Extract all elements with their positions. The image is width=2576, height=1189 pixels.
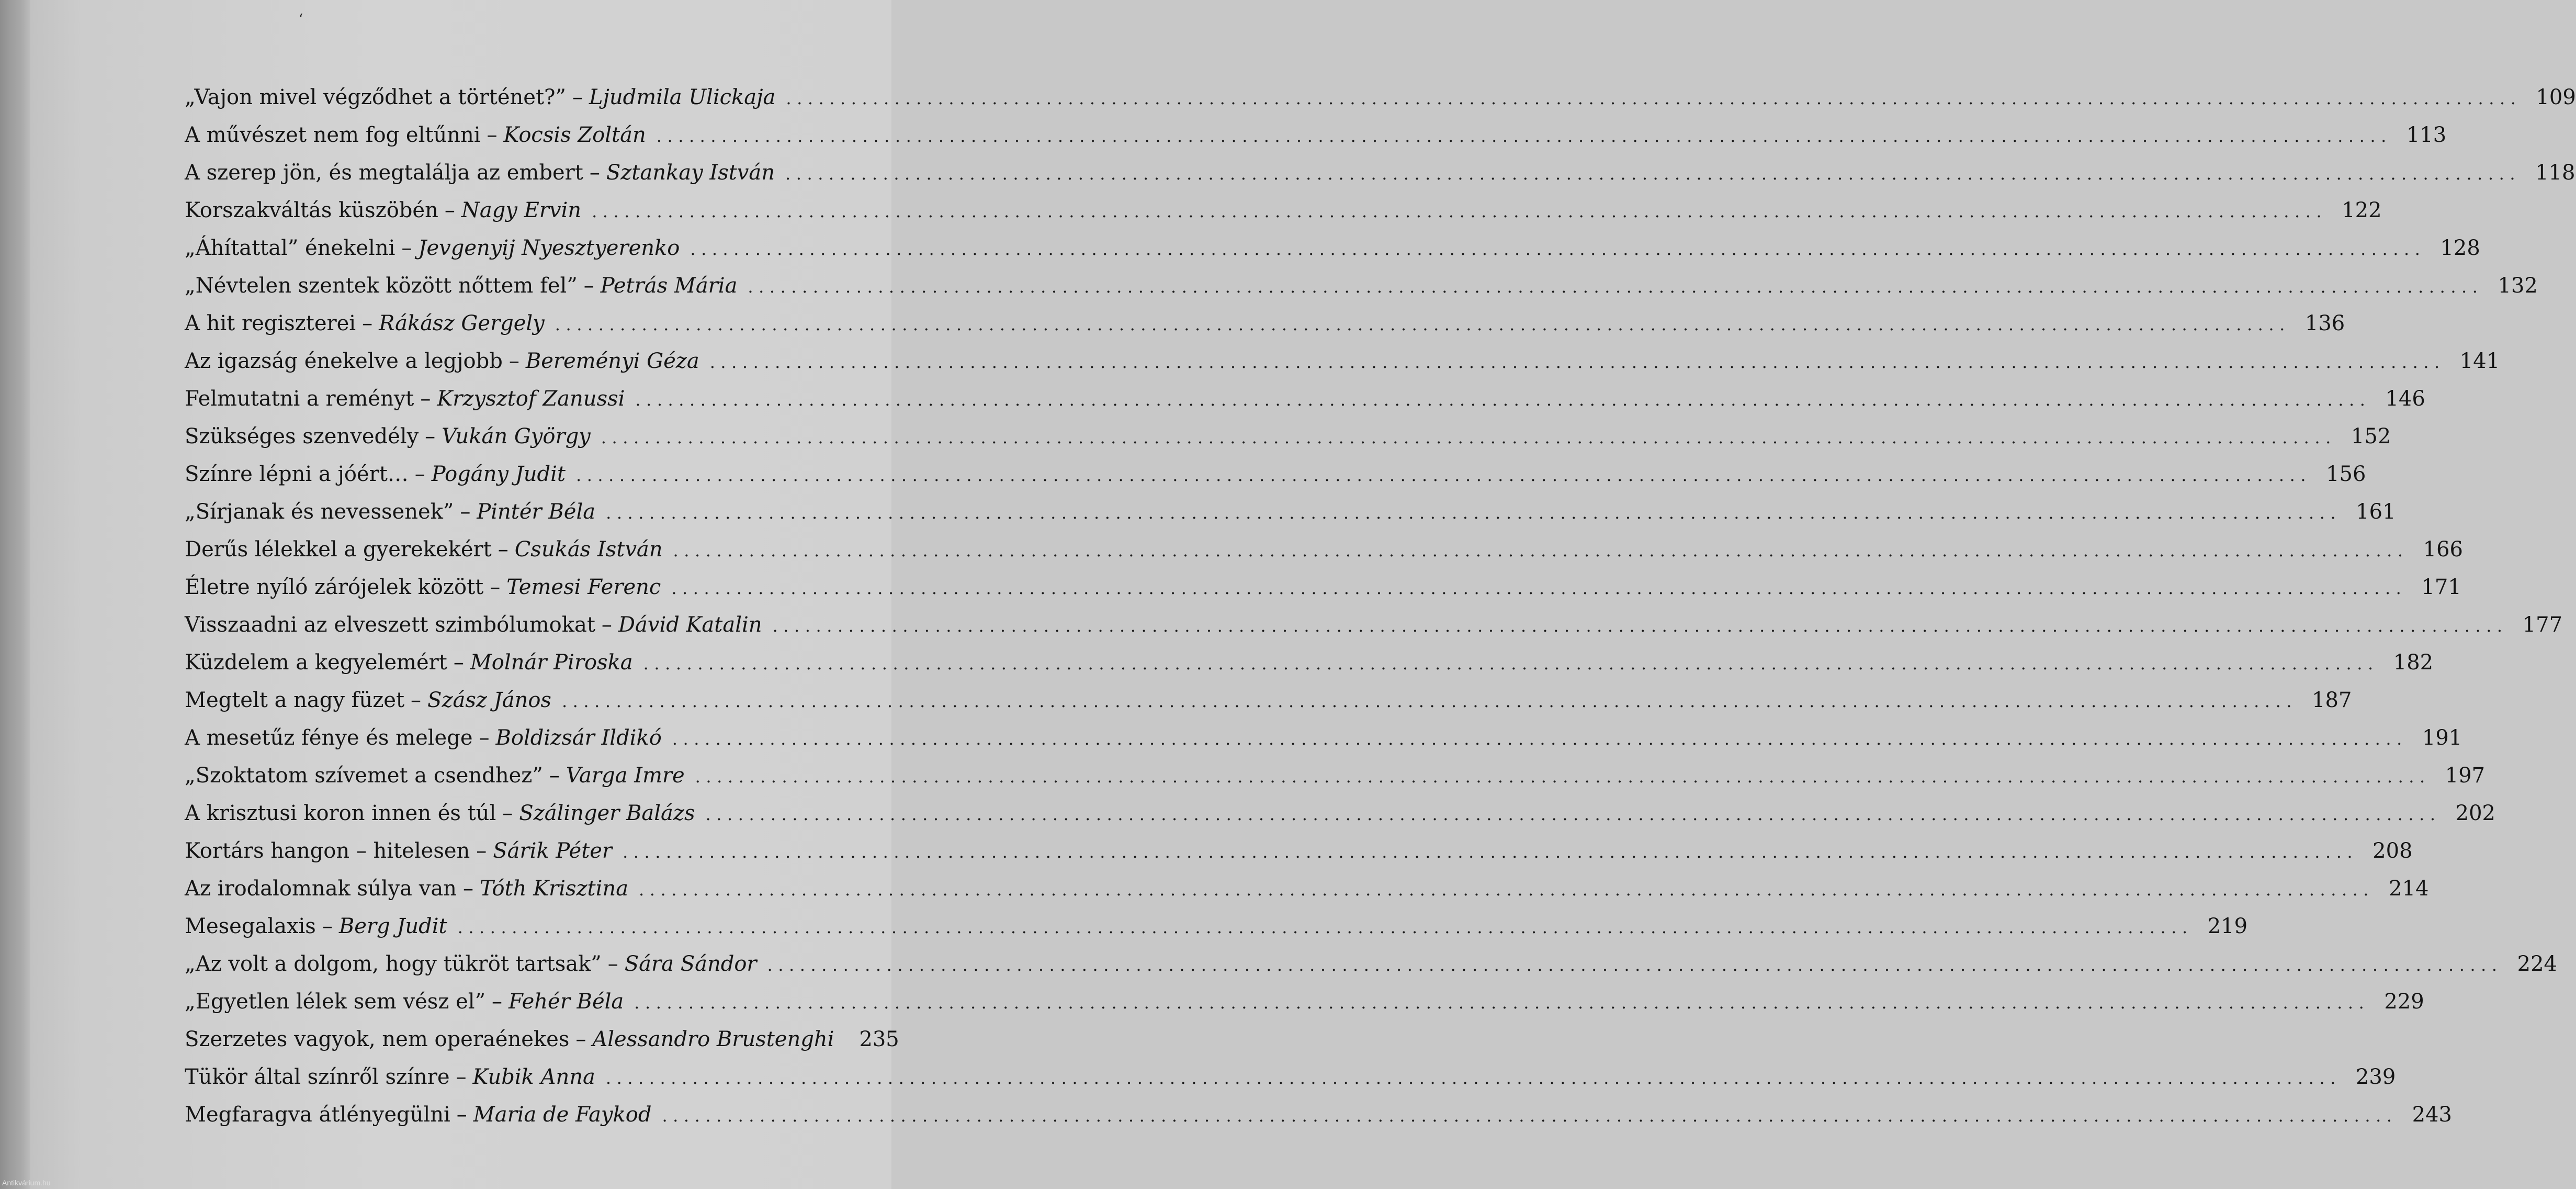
- toc-entry-author: Bereményi Géza: [525, 349, 699, 373]
- toc-entry-leader-dots: ................................................................................................................................................................: [643, 654, 2379, 674]
- toc-entry-title: Küzdelem a kegyelemért: [185, 650, 447, 675]
- toc-entry: [185, 305, 2345, 342]
- toc-entry: [185, 832, 2413, 870]
- toc-entry-leader-dots: ................................................................................................................................................................: [705, 804, 2441, 824]
- toc-entry-separator: –: [401, 236, 412, 260]
- toc-entry: [185, 870, 2429, 907]
- toc-entry-author: Boldizsár Ildikó: [495, 726, 662, 750]
- toc-entry-leader-dots: ................................................................................................................................................................: [690, 239, 2426, 259]
- toc-entry-separator: –: [607, 952, 618, 976]
- toc-entry-page-number: 113: [2406, 123, 2447, 147]
- toc-entry-separator: –: [575, 1027, 586, 1051]
- toc-entry-page-number: 156: [2326, 462, 2366, 486]
- toc-entry-title: Megtelt a nagy füzet: [185, 688, 405, 712]
- toc-entry-title: Életre nyíló zárójelek között: [185, 575, 484, 599]
- toc-entry-leader-dots: ................................................................................................................................................................: [605, 1068, 2341, 1088]
- toc-entry: [185, 568, 2461, 606]
- toc-entry-title: „Vajon mivel végződhet a történet?”: [185, 85, 566, 109]
- book-spine-shadow: [0, 0, 30, 1189]
- toc-entry-leader-dots: ................................................................................................................................................................: [656, 126, 2392, 146]
- toc-entry-page-number: 152: [2351, 424, 2391, 448]
- toc-entry-page-number: 229: [2384, 990, 2424, 1014]
- toc-entry-leader-dots: ................................................................................................................................................................: [709, 352, 2445, 372]
- toc-entry-separator: –: [476, 839, 487, 863]
- toc-entry-page-number: 109: [2536, 85, 2576, 109]
- toc-entry-title: Felmutatni a reményt: [185, 387, 414, 411]
- toc-entry-title: „Sírjanak és nevessenek”: [185, 500, 454, 524]
- toc-entry-title: „Szoktatom szívemet a csendhez”: [185, 764, 543, 788]
- toc-entry-page-number: 187: [2312, 688, 2352, 712]
- toc-entry-author: Petrás Mária: [600, 274, 738, 298]
- toc-entry-title: A krisztusi koron innen és túl: [185, 801, 496, 825]
- toc-entry-page-number: 177: [2522, 613, 2563, 637]
- toc-entry: [185, 907, 2248, 945]
- toc-entry: [185, 418, 2391, 455]
- toc-entry-leader-dots: ................................................................................................................................................................: [634, 993, 2370, 1013]
- toc-entry-author: Molnár Piroska: [470, 650, 633, 675]
- toc-entry-leader-dots: ................................................................................................................................................................: [785, 164, 2521, 184]
- toc-entry: [185, 1020, 899, 1058]
- toc-entry: [185, 493, 2396, 531]
- page-top-mark: ‘: [299, 12, 303, 27]
- book-page: [30, 0, 2576, 1189]
- toc-entry-separator: –: [549, 764, 560, 788]
- toc-entry-separator: –: [453, 650, 464, 675]
- toc-entry-leader-dots: ................................................................................................................................................................: [786, 88, 2522, 108]
- toc-entry: [185, 455, 2366, 493]
- toc-entry-page-number: 191: [2422, 726, 2462, 750]
- toc-entry-page-number: 146: [2385, 387, 2425, 411]
- toc-entry-page-number: 118: [2535, 161, 2575, 185]
- toc-entry: [185, 983, 2424, 1020]
- toc-entry: [185, 644, 2434, 681]
- toc-entry-page-number: 235: [859, 1027, 899, 1051]
- toc-entry: [185, 757, 2485, 794]
- toc-entry-page-number: 132: [2498, 274, 2538, 298]
- toc-entry-title: Mesegalaxis: [185, 914, 316, 938]
- toc-entry-leader-dots: ................................................................................................................................................................: [592, 201, 2328, 221]
- toc-entry-author: Nagy Ervin: [461, 198, 582, 222]
- toc-entry: [185, 719, 2462, 757]
- toc-entry-separator: –: [460, 500, 471, 524]
- toc-entry-author: Ljudmila Ulickaja: [589, 85, 776, 109]
- toc-entry-page-number: 166: [2423, 537, 2464, 562]
- toc-entry-leader-dots: ................................................................................................................................................................: [555, 315, 2290, 334]
- toc-entry-separator: –: [456, 1065, 467, 1089]
- toc-entry-leader-dots: ................................................................................................................................................................: [623, 842, 2358, 862]
- toc-entry-page-number: 202: [2455, 801, 2495, 825]
- toc-entry-title: A szerep jön, és megtalálja az embert: [185, 161, 583, 185]
- toc-entry-separator: –: [492, 990, 503, 1014]
- toc-entry-leader-dots: ................................................................................................................................................................: [767, 955, 2503, 975]
- toc-entry-page-number: 171: [2421, 575, 2461, 599]
- toc-entry-title: Szükséges szenvedély: [185, 424, 419, 448]
- toc-entry-page-number: 208: [2372, 839, 2413, 863]
- toc-entry: [185, 192, 2382, 229]
- toc-entry-page-number: 136: [2304, 311, 2345, 335]
- toc-entry-title: A művészet nem fog eltűnni: [185, 123, 481, 147]
- toc-entry-title: A mesetűz fénye és melege: [185, 726, 473, 750]
- toc-entry-leader-dots: ................................................................................................................................................................: [575, 465, 2312, 485]
- toc-entry: [185, 531, 2464, 568]
- toc-entry: [185, 342, 2500, 380]
- toc-entry-page-number: 161: [2356, 500, 2396, 524]
- toc-entry-page-number: 243: [2412, 1103, 2452, 1127]
- toc-entry: [185, 606, 2563, 644]
- toc-entry-leader-dots: ................................................................................................................................................................: [673, 541, 2409, 560]
- toc-entry-page-number: 219: [2207, 914, 2248, 938]
- toc-entry-page-number: 128: [2440, 236, 2480, 260]
- toc-entry-separator: –: [414, 462, 425, 486]
- toc-entry-separator: –: [456, 1103, 467, 1127]
- toc-entry-title: „Névtelen szentek között nőttem fel”: [185, 274, 578, 298]
- toc-entry-leader-dots: ................................................................................................................................................................: [772, 616, 2508, 636]
- toc-entry-author: Krzysztof Zanussi: [437, 387, 625, 411]
- toc-entry-title: Kortárs hangon – hitelesen: [185, 839, 470, 863]
- toc-entry: [185, 794, 2495, 832]
- toc-entry-leader-dots: ................................................................................................................................................................: [748, 277, 2483, 297]
- toc-entry-separator: –: [462, 877, 473, 901]
- table-of-contents: [185, 78, 2576, 1134]
- toc-entry-title: A hit regiszterei: [185, 311, 356, 335]
- toc-entry-leader-dots: ................................................................................................................................................................: [639, 880, 2375, 900]
- toc-entry-separator: –: [322, 914, 333, 938]
- toc-entry-author: Alessandro Brustenghi: [592, 1027, 834, 1051]
- toc-entry-page-number: 182: [2393, 650, 2434, 675]
- toc-entry-leader-dots: ................................................................................................................................................................: [561, 691, 2298, 711]
- toc-entry-author: Fehér Béla: [509, 990, 624, 1014]
- toc-entry: [185, 681, 2352, 719]
- toc-entry-title: „Egyetlen lélek sem vész el”: [185, 990, 486, 1014]
- toc-entry-author: Szász János: [427, 688, 551, 712]
- toc-entry: [185, 1058, 2396, 1096]
- toc-entry-leader-dots: ................................................................................................................................................................: [671, 578, 2407, 598]
- toc-entry-author: Maria de Faykod: [473, 1103, 652, 1127]
- toc-entry-author: Sztankay István: [606, 161, 775, 185]
- toc-entry-leader-dots: ................................................................................................................................................................: [672, 729, 2408, 749]
- toc-entry-separator: –: [425, 424, 436, 448]
- toc-entry-page-number: 122: [2342, 198, 2382, 222]
- toc-entry-author: Jevgenyij Nyesztyerenko: [418, 236, 680, 260]
- toc-entry-author: Dávid Katalin: [618, 613, 762, 637]
- toc-entry-separator: –: [487, 123, 498, 147]
- toc-entry: [185, 1096, 2452, 1134]
- toc-entry-author: Sárik Péter: [493, 839, 613, 863]
- toc-entry-author: Vukán György: [442, 424, 591, 448]
- toc-entry: [185, 945, 2557, 983]
- toc-entry-author: Csukás István: [514, 537, 663, 562]
- toc-entry-title: „Az volt a dolgom, hogy tükröt tartsak”: [185, 952, 602, 976]
- toc-entry-author: Kubik Anna: [472, 1065, 595, 1089]
- toc-entry-title: Az irodalomnak súlya van: [185, 877, 457, 901]
- toc-entry-page-number: 239: [2355, 1065, 2396, 1089]
- toc-entry-title: „Áhítattal” énekelni: [185, 236, 396, 260]
- toc-entry-separator: –: [444, 198, 455, 222]
- toc-entry-title: Szerzetes vagyok, nem operaénekes: [185, 1027, 570, 1051]
- toc-entry: [185, 78, 2576, 116]
- toc-entry-separator: –: [411, 688, 422, 712]
- toc-entry-author: Temesi Ferenc: [506, 575, 661, 599]
- toc-entry-author: Varga Imre: [566, 764, 685, 788]
- toc-entry-title: Tükör által színről színre: [185, 1065, 450, 1089]
- toc-entry-title: Színre lépni a jóért…: [185, 462, 409, 486]
- toc-entry-author: Berg Judit: [338, 914, 447, 938]
- toc-entry-separator: –: [420, 387, 431, 411]
- toc-entry-separator: –: [572, 85, 583, 109]
- toc-entry-separator: –: [509, 349, 519, 373]
- toc-entry-leader-dots: ................................................................................................................................................................: [601, 428, 2336, 447]
- toc-entry-title: Derűs lélekkel a gyerekekért: [185, 537, 492, 562]
- toc-entry-author: Pogány Judit: [431, 462, 566, 486]
- toc-entry-leader-dots: ................................................................................................................................................................: [635, 390, 2371, 410]
- toc-entry-leader-dots: ................................................................................................................................................................: [606, 503, 2342, 523]
- toc-entry: [185, 229, 2480, 267]
- toc-entry: [185, 116, 2447, 154]
- toc-entry: [185, 154, 2575, 192]
- toc-entry: [185, 267, 2538, 305]
- toc-entry-separator: –: [502, 801, 513, 825]
- toc-entry-separator: –: [490, 575, 501, 599]
- toc-entry-separator: –: [583, 274, 594, 298]
- toc-entry-page-number: 214: [2389, 877, 2429, 901]
- toc-entry-separator: –: [479, 726, 490, 750]
- toc-entry-title: Visszaadni az elveszett szimbólumokat: [185, 613, 595, 637]
- toc-entry-author: Rákász Gergely: [379, 311, 545, 335]
- toc-entry-separator: –: [362, 311, 373, 335]
- toc-entry-separator: –: [601, 613, 612, 637]
- toc-entry-page-number: 141: [2459, 349, 2500, 373]
- toc-entry-separator: –: [589, 161, 600, 185]
- toc-entry-separator: –: [498, 537, 509, 562]
- toc-entry-leader-dots: ................................................................................................................................................................: [662, 1106, 2398, 1126]
- toc-entry-author: Kocsis Zoltán: [503, 123, 646, 147]
- toc-entry-page-number: 197: [2445, 764, 2485, 788]
- toc-entry-page-number: 224: [2517, 952, 2557, 976]
- toc-entry: [185, 380, 2425, 418]
- toc-entry-author: Pintér Béla: [477, 500, 596, 524]
- toc-entry-author: Szálinger Balázs: [519, 801, 695, 825]
- toc-entry-title: Megfaragva átlényegülni: [185, 1103, 450, 1127]
- toc-entry-leader-dots: ................................................................................................................................................................: [695, 767, 2431, 787]
- toc-entry-title: Korszakváltás küszöbén: [185, 198, 438, 222]
- watermark: Antikvárium.hu: [2, 1179, 51, 1187]
- toc-entry-author: Sára Sándor: [624, 952, 757, 976]
- toc-entry-author: Tóth Krisztina: [479, 877, 629, 901]
- toc-entry-title: Az igazság énekelve a legjobb: [185, 349, 503, 373]
- toc-entry-leader-dots: ................................................................................................................................................................: [457, 917, 2193, 937]
